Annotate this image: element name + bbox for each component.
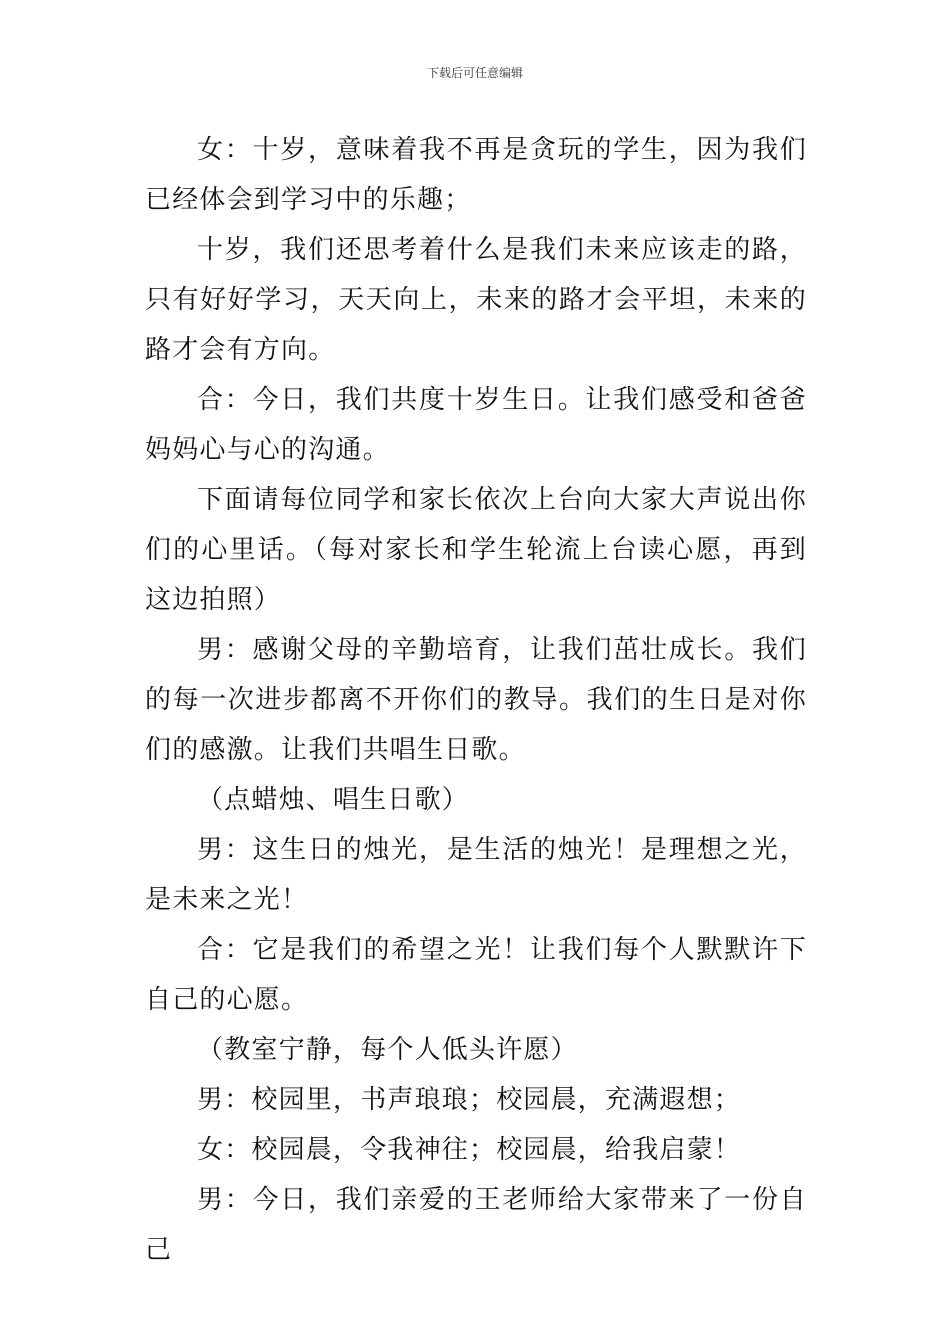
document-body bbox=[145, 125, 807, 1275]
paragraph: 男：今日，我们亲爱的王老师给大家带来了一份自己 bbox=[145, 1185, 807, 1265]
paragraph: 女：十岁，意味着我不再是贪玩的学生，因为我们已经体会到学习中的乐趣； bbox=[145, 135, 807, 215]
paragraph: 女：校园晨，令我神往；校园晨，给我启蒙！ bbox=[197, 1135, 742, 1165]
paragraph: 下面请每位同学和家长依次上台向大家大声说出你们的心里话。（每对家长和学生轮流上台读心愿，再到这边拍照） bbox=[145, 485, 807, 615]
page-header: 下载后可任意编辑 bbox=[426, 66, 523, 80]
paragraph: （教室宁静，每个人低头许愿） bbox=[197, 1035, 578, 1065]
paragraph: 男：感谢父母的辛勤培育，让我们茁壮成长。我们的每一次进步都离不开你们的教导。我们的生日是对你们的感激。让我们共唱生日歌。 bbox=[145, 635, 807, 765]
paragraph: 男：这生日的烛光，是生活的烛光！是理想之光，是未来之光！ bbox=[145, 835, 807, 915]
paragraph: 合：它是我们的希望之光！让我们每个人默默许下自己的心愿。 bbox=[145, 935, 807, 1015]
paragraph: 合：今日，我们共度十岁生日。让我们感受和爸爸妈妈心与心的沟通。 bbox=[145, 385, 807, 465]
paragraph: 十岁，我们还思考着什么是我们未来应该走的路，只有好好学习，天天向上，未来的路才会平坦，未来的路才会有方向。 bbox=[145, 235, 807, 365]
paragraph: （点蜡烛、唱生日歌） bbox=[197, 785, 470, 815]
paragraph: 男：校园里，书声琅琅；校园晨，充满遐想； bbox=[197, 1085, 742, 1115]
